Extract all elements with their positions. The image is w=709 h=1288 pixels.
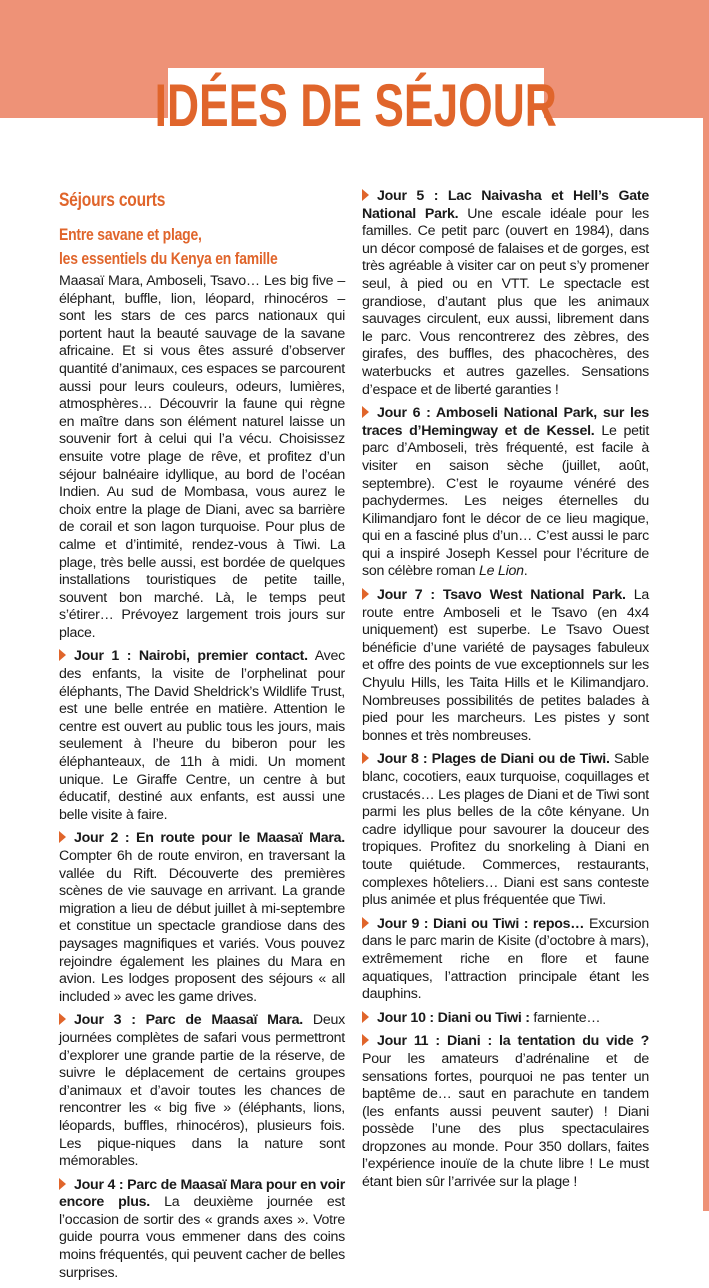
bullet-icon (362, 406, 369, 418)
subtitle-line-2: les essentiels du Kenya en famille (59, 249, 278, 268)
day-text: Sable blanc, cocotiers, eaux turquoise, coquillages et crustacés… Les plages de Diani et de Tiwi sont parmi les plus belles de la côte kényane. Un cadre idyllique pour savourer la douceur des tropiques. Profitez du snorkeling à Diani en toute quiétude. Commerces, restaurants, complexes hôteliers… Diani est sans conteste plus animée et plus fréquentée que Tiwi. (362, 751, 649, 909)
day-text: Une escale idéale pour les familles. Ce petit parc (ouvert en 1984), dans un décor composé de falaises et de gorges, est très agréable à visiter car on peut s’y promener seul, à pied ou en VTT. Le spectacle est grandiose, d’autant plus que les animaux sauvages circulent, eux aussi, librement dans le parc. Vous rencontrerez des zèbres, des girafes, des buffles, des phacochères, des waterbucks et autres gazelles. Sensations d’espace et de liberté garanties ! (362, 205, 649, 398)
day-heading: Jour 2 : En route pour le Maasaï Mara. (74, 830, 345, 847)
day-paragraph (362, 916, 649, 1004)
day-heading: Jour 4 : Parc de Maasaï Mara pour en voir encore plus. (59, 1176, 345, 1211)
day-paragraph (59, 648, 345, 824)
subtitle-line-1: Entre savane et plage, (59, 225, 202, 244)
day-heading: Jour 5 : Lac Naivasha et Hell’s Gate National Park. (362, 188, 649, 222)
day-paragraph (362, 587, 649, 745)
day-paragraph (362, 751, 649, 909)
day-text: Compter 6h de route environ, en traversant la vallée du Rift. Découverte des premières scènes de vie sauvage en arrivant. La grande migration a lieu de début juillet à mi-septembre et constitue un spectacle grandiose dans des paysages magnifiques et variés. Vous pouvez rejoindre également les plaines du Mara en avion. Les lodges proposent des séjours « all included » avec les game drives. (59, 848, 345, 1005)
day-paragraph (362, 188, 649, 399)
day-paragraph (362, 405, 649, 581)
intro-paragraph: Maasaï Mara, Amboseli, Tsavo… Les big five – éléphant, buffle, lion, léopard, rhinocéros – sont les stars de ces parcs nationaux qui portent haut la beauté sauvage de la savane africaine. Et si vous êtes assuré d’observer quantité d’animaux, ces espaces se parcourent aussi pour leurs couleurs, odeurs, lumières, atmosphères… Découvrir la faune qui règne en maître dans son élément naturel laisse un souvenir fort à celui qui l’a vécu. Choisissez ensuite votre plage de rêve, et profitez d’un séjour balnéaire idyllique, au bord de l’océan Indien. Au sud de Mombasa, vous aurez le choix entre la plage de Diani, avec sa barrière de corail et son lagon turquoise. Pour plus de calme et d’intimité, rendez-vous à Tiwi. La plage, très belle aussi, est bordée de quelques installations touristiques de petite taille, souvent bon marché. Là, le temps peut s’étirer… Prévoyez largement trois jours sur place. (59, 273, 345, 641)
day-heading: Jour 6 : Amboseli National Park, sur les traces d’Hemingway et de Kessel. (362, 405, 649, 439)
day-paragraph (59, 1012, 345, 1170)
day-text: farniente… (529, 1009, 601, 1026)
bullet-icon (59, 1178, 66, 1190)
day-text: Avec des enfants, la visite de l’orphelinat pour éléphants, The David Sheldrick’s Wildlife Trust, est une belle entrée en matière. Attention le centre est ouvert au public tous les jours, mais seulement à l’heure du biberon pour les éléphanteaux, de 11h à midi. Un moment unique. Le Giraffe Centre, un centre à but éducatif, destiné aux enfants, est aussi une belle visite à faire. (59, 648, 345, 823)
day-text-tail: . (523, 563, 528, 580)
day-heading: Jour 8 : Plages de Diani ou de Tiwi. (377, 751, 610, 768)
bullet-icon (362, 1034, 369, 1046)
day-heading: Jour 3 : Parc de Maasaï Mara. (74, 1012, 303, 1029)
bullet-icon (362, 752, 369, 764)
left-column (59, 188, 345, 1288)
bullet-icon (362, 917, 369, 929)
bullet-icon (59, 831, 66, 843)
day-text: Pour les amateurs d’adrénaline et de sensations fortes, pourquoi ne pas tenter un baptême de… saut en parachute en tandem (les enfants aussi peuvent sauter) ! Diani possède l’une des plus spectaculaires dropzones au monde. Pour 350 dollars, faites l’expérience inouïe de la chute libre ! Le must étant bien sûr l’arrivée sur la plage ! (362, 1050, 649, 1191)
right-column (362, 188, 649, 1198)
day-text: La deuxième journée est l’occasion de sortir des « grands axes ». Votre guide pourra vous emmener dans des coins moins fréquentés, qui peuvent cacher de belles surprises. (59, 1194, 345, 1281)
day-text: Excursion dans le parc marin de Kisite (d’octobre à mars), extrêmement riche en flore et faune aquatiques, l’attraction principale étant les dauphins. (362, 915, 649, 1003)
day-paragraph (59, 1177, 345, 1283)
book-title: Le Lion (478, 563, 524, 580)
day-text: Le petit parc d’Amboseli, très fréquenté, est facile à visiter en saison sèche (juillet, août, septembre). C’est le royaume vénéré des pachydermes. Les neiges éternelles du Kilimandjaro font le décor de ce lieu magique, qui en a fasciné plus d’un… C’est aussi le parc qui a inspiré Joseph Kessel pour l’écriture de son célèbre roman (362, 422, 650, 580)
day-paragraph (362, 1033, 649, 1191)
day-paragraph (362, 1010, 649, 1028)
day-text: Deux journées complètes de safari vous permettront d’explorer une grande partie de la réserve, de suivre le déplacement de certains groupes d’animaux et d’avoir toutes les chances de rencontrer les « big five » (éléphants, lions, léopards, buffles, rhinocéros), plusieurs fois. Les pique-niques dans la nature sont mémorables. (59, 1012, 346, 1170)
bullet-icon (59, 649, 66, 661)
day-heading: Jour 1 : Nairobi, premier contact. (74, 648, 308, 665)
day-heading: Jour 10 : Diani ou Tiwi : (377, 1009, 530, 1026)
section-title: Séjours courts (59, 190, 166, 211)
title-box (154, 68, 558, 144)
page-edge-strip (703, 118, 709, 1211)
day-heading: Jour 9 : Diani ou Tiwi : repos… (377, 915, 585, 932)
day-heading: Jour 7 : Tsavo West National Park. (377, 587, 626, 604)
bullet-icon (362, 189, 369, 201)
bullet-icon (362, 1011, 369, 1023)
bullet-icon (362, 588, 369, 600)
day-heading: Jour 11 : Diani : la tentation du vide ? (377, 1033, 649, 1050)
bullet-icon (59, 1013, 66, 1025)
day-paragraph (59, 830, 345, 1006)
day-text: La route entre Amboseli et le Tsavo (en 4x4 uniquement) est superbe. Le Tsavo Ouest bénéficie d’une variété de paysages fabuleux et offre des points de vue exceptionnels sur les Chyulu Hills, les Taita Hills et le Kilimandjaro. Nombreuses possibilités de petites balades à pied pour les marcheurs. Les pistes y sont bonnes et très nombreuses. (362, 587, 649, 744)
page-title: IDÉES DE SÉJOUR (154, 72, 558, 139)
